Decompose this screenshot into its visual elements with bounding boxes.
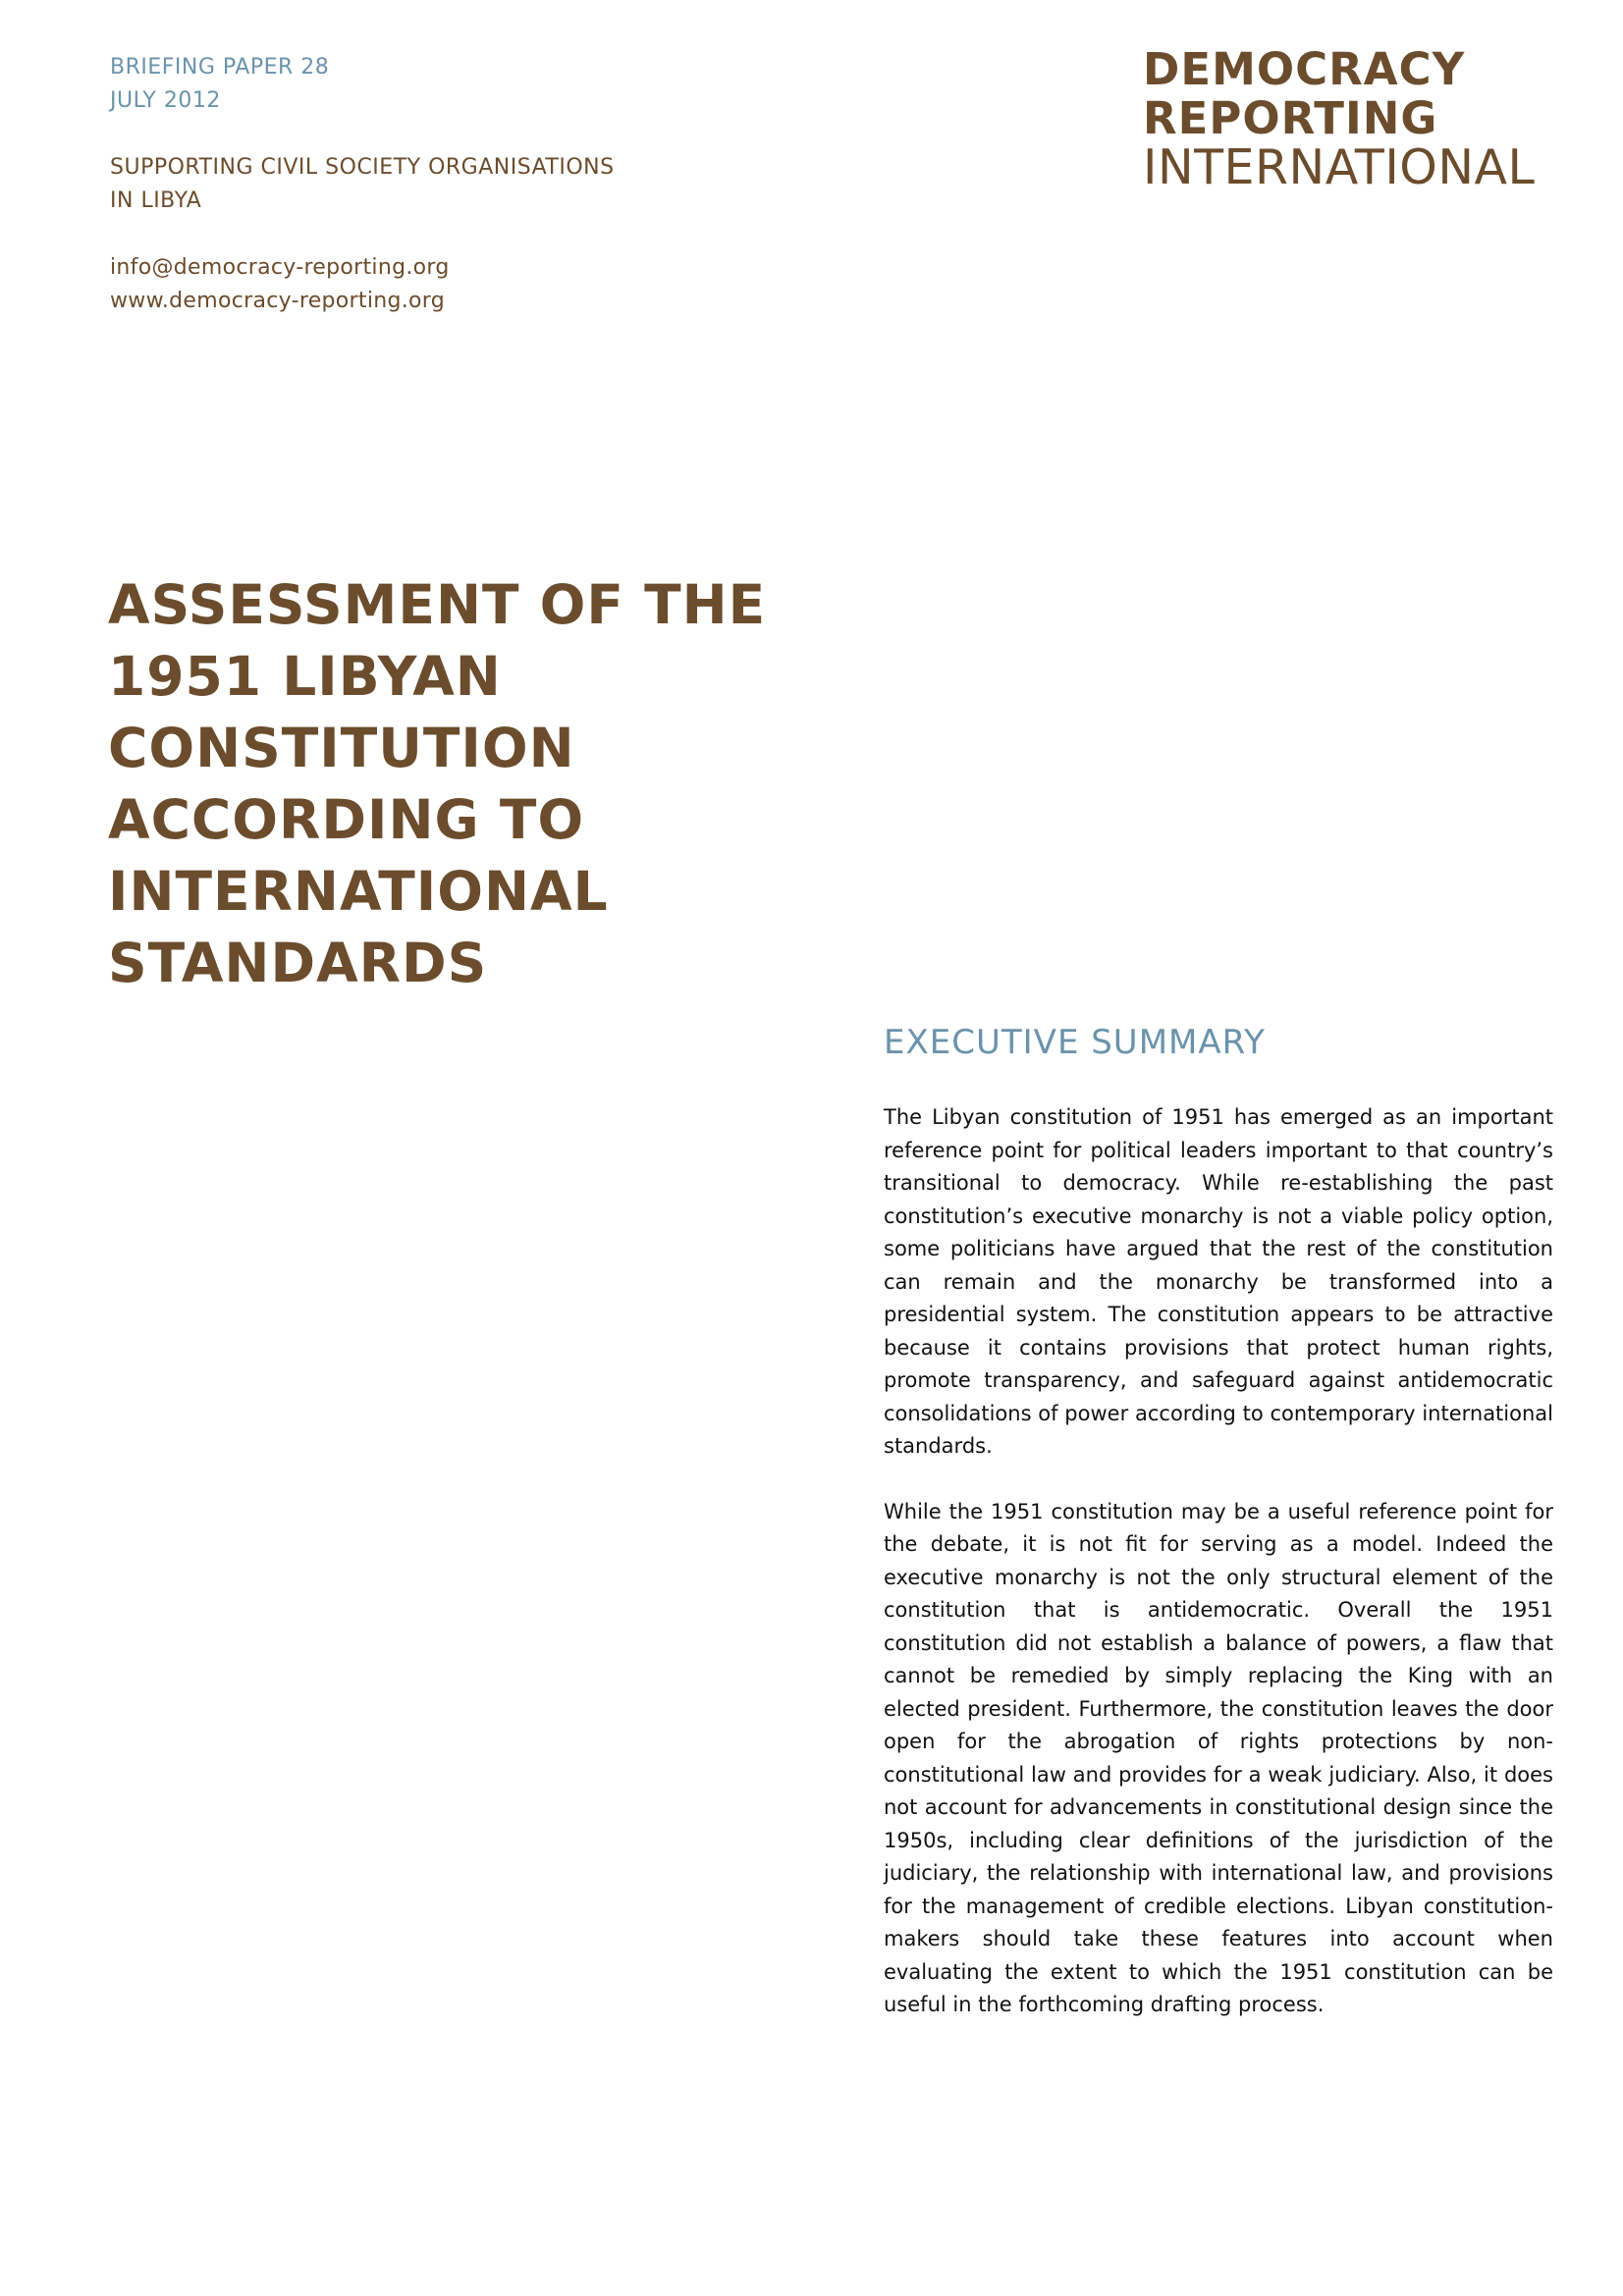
title-line: ACCORDING TO: [108, 788, 585, 851]
title-line: INTERNATIONAL: [108, 860, 609, 923]
organization-logo: [1143, 43, 1536, 195]
title-line: CONSTITUTION: [108, 717, 575, 779]
summary-paragraph-2: While the 1951 constitution may be a useful reference point for the debate, it is not fit for serving as a model. Indeed the executive monarchy is not the only structural element of the constitution that is antidemocratic. Overall the 1951 constitution did not establish a balance of powers, a flaw that cannot be remedied by simply replacing the King with an elected president. Furthermore, the constitution leaves the door open for the abrogation of rights protections by non-constitutional law and provides for a weak judiciary. Also, it does not account for advancements in constitutional design since the 1950s, including clear definitions of the jurisdiction of the judiciary, the relationship with international law, and provisions for the management of credible elections. Libyan constitution-makers should take these features into account when evaluating the extent to which the 1951 constitution can be useful in the forthcoming drafting process.: [884, 1499, 1553, 2016]
logo-line-2: REPORTING: [1143, 92, 1438, 144]
title-line: STANDARDS: [108, 932, 488, 994]
project-line-2: IN LIBYA: [110, 188, 202, 213]
website-link[interactable]: www.democracy-reporting.org: [110, 289, 446, 313]
spacer: [110, 218, 615, 251]
publication-date: JULY 2012: [110, 88, 221, 113]
email-link[interactable]: info@democracy-reporting.org: [110, 255, 450, 280]
series-label: BRIEFING PAPER 28: [110, 55, 330, 80]
document-meta: [110, 51, 615, 318]
logo-line-1: DEMOCRACY: [1143, 43, 1466, 95]
project-line-1: SUPPORTING CIVIL SOCIETY ORGANISATIONS: [110, 155, 615, 180]
title-line: 1951 LIBYAN: [108, 645, 502, 708]
executive-summary: [884, 1017, 1553, 2055]
page-title: [108, 569, 854, 999]
title-line: ASSESSMENT OF THE: [108, 573, 767, 636]
logo-line-3: INTERNATIONAL: [1143, 139, 1536, 195]
summary-heading: EXECUTIVE SUMMARY: [884, 1023, 1266, 1062]
spacer: [110, 118, 615, 151]
summary-paragraph-1: The Libyan constitution of 1951 has emerged as an important reference point for political leaders important to that country’s transitional to democracy. While re-establishing the past constitution’s executive monarchy is not a viable policy option, some politicians have argued that the rest of the constitution can remain and the monarchy be transformed into a presidential system. The constitution appears to be attractive because it contains provisions that protect human rights, promote transparency, and safeguard against antidemocratic consolidations of power according to contemporary international standards.: [884, 1105, 1553, 1458]
